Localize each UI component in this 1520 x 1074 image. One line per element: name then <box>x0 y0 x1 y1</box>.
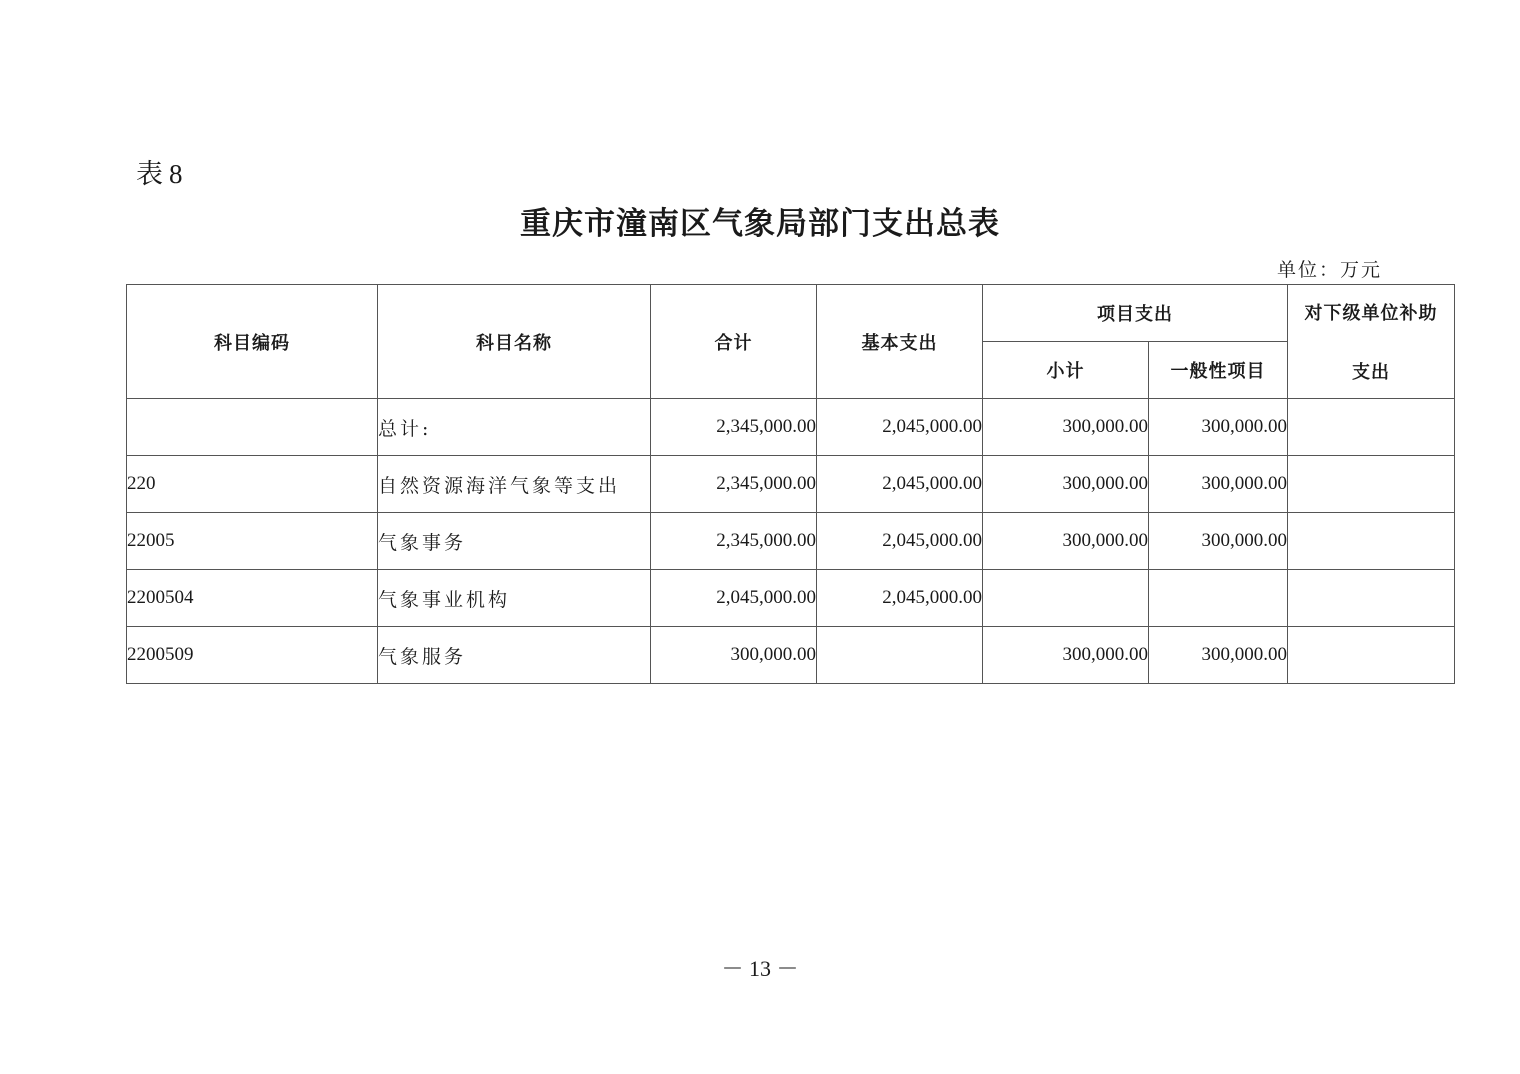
header-row-1 <box>127 285 1455 342</box>
cell-general: 300,000.00 <box>1149 627 1288 684</box>
page-number: － 13 － <box>721 956 799 981</box>
cell-code: 220 <box>127 456 378 513</box>
cell-code: 2200509 <box>127 627 378 684</box>
cell-total: 2,345,000.00 <box>651 513 817 570</box>
cell-subsidy <box>1288 456 1455 513</box>
unit-label: 单位：万元 <box>1276 259 1382 281</box>
cell-total: 2,345,000.00 <box>651 456 817 513</box>
cell-general <box>1149 570 1288 627</box>
table-row <box>127 513 1455 570</box>
header-total: 合计 <box>651 285 817 399</box>
table-row <box>127 456 1455 513</box>
table-label-number: 8 <box>169 159 183 189</box>
cell-general: 300,000.00 <box>1149 399 1288 456</box>
header-subsidy-line2: 支出 <box>1352 362 1390 383</box>
cell-basic <box>817 627 983 684</box>
table-row <box>127 570 1455 627</box>
header-subsidy-line1: 对下级单位补助 <box>1304 303 1438 324</box>
cell-basic: 2,045,000.00 <box>817 513 983 570</box>
cell-general: 300,000.00 <box>1149 513 1288 570</box>
cell-subsidy <box>1288 627 1455 684</box>
header-general-project: 一般性项目 <box>1149 342 1288 399</box>
cell-name: 自然资源海洋气象等支出 <box>378 456 651 513</box>
cell-subsidy <box>1288 513 1455 570</box>
header-code: 科目编码 <box>127 285 378 399</box>
cell-basic: 2,045,000.00 <box>817 456 983 513</box>
header-basic: 基本支出 <box>817 285 983 399</box>
table-label <box>136 154 183 195</box>
cell-name: 气象服务 <box>378 627 651 684</box>
cell-subsidy <box>1288 399 1455 456</box>
expenditure-table <box>126 284 1455 684</box>
page-title: 重庆市潼南区气象局部门支出总表 <box>520 206 1000 242</box>
cell-basic: 2,045,000.00 <box>817 570 983 627</box>
cell-basic: 2,045,000.00 <box>817 399 983 456</box>
cell-subtotal: 300,000.00 <box>983 627 1149 684</box>
cell-subsidy <box>1288 570 1455 627</box>
cell-name: 气象事务 <box>378 513 651 570</box>
table-row <box>127 399 1455 456</box>
cell-general: 300,000.00 <box>1149 456 1288 513</box>
cell-subtotal: 300,000.00 <box>983 513 1149 570</box>
cell-code: 2200504 <box>127 570 378 627</box>
cell-subtotal <box>983 570 1149 627</box>
cell-code <box>127 399 378 456</box>
cell-subtotal: 300,000.00 <box>983 456 1149 513</box>
table-row <box>127 627 1455 684</box>
table-label-text: 表 <box>136 159 163 190</box>
cell-name: 气象事业机构 <box>378 570 651 627</box>
cell-total: 2,045,000.00 <box>651 570 817 627</box>
header-subsidy <box>1288 285 1455 399</box>
header-project: 项目支出 <box>983 285 1288 342</box>
cell-name: 总计: <box>378 399 651 456</box>
cell-total: 2,345,000.00 <box>651 399 817 456</box>
cell-code: 22005 <box>127 513 378 570</box>
header-name: 科目名称 <box>378 285 651 399</box>
cell-subtotal: 300,000.00 <box>983 399 1149 456</box>
cell-total: 300,000.00 <box>651 627 817 684</box>
header-subtotal: 小计 <box>983 342 1149 399</box>
